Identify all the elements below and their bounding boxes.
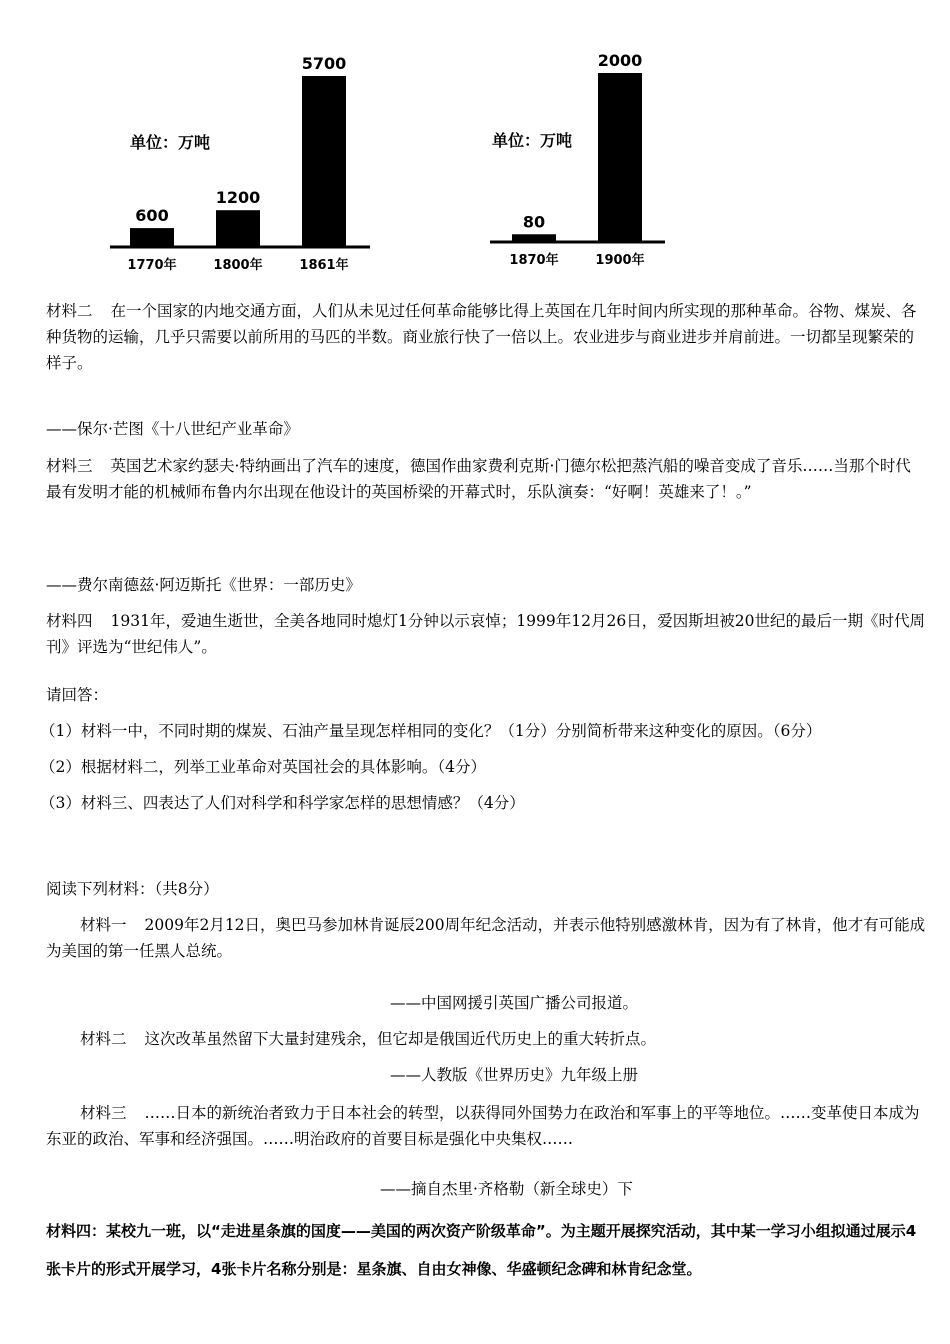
q1-prompt: 请回答：	[46, 686, 109, 704]
category-label: 1800年	[213, 258, 263, 273]
q1-material-two	[46, 298, 926, 376]
q2-intro: 阅读下列材料：（共8分）	[46, 880, 219, 898]
material-label: 材料三	[80, 1104, 127, 1122]
q2-material-three	[46, 1100, 926, 1152]
category-label: 1770年	[127, 258, 177, 273]
q1-material-four	[46, 608, 926, 660]
material-label: 材料四	[46, 612, 93, 630]
q2-material-four: 材料四：某校九一班，以“走进星条旗的国度——美国的两次资产阶级革命”。为主题开展探究活动，其中某一学习小组拟通过展示4张卡片的形式开展学习，4张卡片名称分别是：星条旗、自由女神像、华盛顿纪念碑和林肯纪念堂。	[46, 1222, 917, 1278]
chart-unit-label: 单位：万吨	[130, 133, 211, 152]
category-label: 1870年	[509, 253, 559, 268]
oil-output-bar-chart	[470, 40, 710, 290]
bar-1870年	[512, 234, 556, 241]
material-text: 2009年2月12日，奥巴马参加林肯诞辰200周年纪念活动，并表示他特别感激林肯，因为有了林肯，他才有可能成为美国的第一任黑人总统。	[46, 916, 926, 960]
bar-1861年	[302, 76, 346, 246]
bar-1800年	[216, 210, 260, 246]
bar-value-label: 2000	[597, 51, 643, 70]
material-label: 材料三	[46, 457, 93, 475]
q2-material-two	[80, 1026, 930, 1052]
coal-output-bar-chart	[90, 40, 410, 290]
material-label: 材料一	[80, 916, 127, 934]
chart-unit-label: 单位：万吨	[492, 131, 573, 150]
bar-value-label: 1200	[215, 188, 261, 208]
material-text: 英国艺术家约瑟夫·特纳画出了汽车的速度，德国作曲家费利克斯·门德尔松把蒸汽船的噪音变成了音乐……当那个时代最有发明才能的机械师布鲁内尔出现在他设计的英国桥梁的开幕式时，乐队演奏：“好啊！英雄来了！。”	[46, 457, 911, 501]
material-label: 材料二	[80, 1030, 127, 1048]
bar-1900年	[598, 73, 642, 241]
q1-material-three-source: ——费尔南德兹·阿迈斯托《世界：一部历史》	[46, 576, 361, 594]
bar-value-label: 5700	[301, 54, 347, 73]
q2-material-two-source: ——人教版《世界历史》九年级上册	[390, 1066, 639, 1084]
material-text: 这次改革虽然留下大量封建残余，但它却是俄国近代历史上的重大转折点。	[144, 1030, 657, 1048]
q1-material-three	[46, 453, 926, 505]
material-label: 材料二	[46, 302, 93, 320]
q2-material-one-source: ——中国网援引英国广播公司报道。	[390, 994, 639, 1012]
category-label: 1900年	[595, 253, 645, 268]
category-label: 1861年	[299, 258, 349, 273]
q2-material-one	[46, 912, 926, 964]
material-text: 1931年，爱迪生逝世，全美各地同时熄灯1分钟以示哀悼；1999年12月26日，爱因斯坦被20世纪的最后一期《时代周刊》评选为“世纪伟人”。	[46, 612, 925, 656]
bar-1770年	[130, 228, 174, 246]
q1-question-2: （2）根据材料二，列举工业革命对英国社会的具体影响。（4分）	[40, 758, 486, 776]
q2-material-three-source: ——摘自杰里·齐格勒（新全球史）下	[380, 1180, 633, 1198]
q1-material-two-source: ——保尔·芒图《十八世纪产业革命》	[46, 420, 299, 438]
material-text: 在一个国家的内地交通方面，人们从未见过任何革命能够比得上英国在几年时间内所实现的那种革命。谷物、煤炭、各种货物的运输，几乎只需要以前所用的马匹的半数。商业旅行快了一倍以上。农业进步与商业进步并肩前进。一切都呈现繁荣的样子。	[46, 302, 917, 372]
bar-value-label: 600	[135, 206, 169, 226]
q1-question-1: （1）材料一中，不同时期的煤炭、石油产量呈现怎样相同的变化？（1分）分别简析带来这种变化的原因。（6分）	[40, 722, 822, 740]
q1-question-3: （3）材料三、四表达了人们对科学和科学家怎样的思想情感？（4分）	[40, 794, 525, 812]
material-text: ……日本的新统治者致力于日本社会的转型，以获得同外国势力在政治和军事上的平等地位。……变革使日本成为东亚的政治、军事和经济强国。……明治政府的首要目标是强化中央集权……	[46, 1104, 920, 1148]
bar-value-label: 80	[522, 212, 546, 232]
